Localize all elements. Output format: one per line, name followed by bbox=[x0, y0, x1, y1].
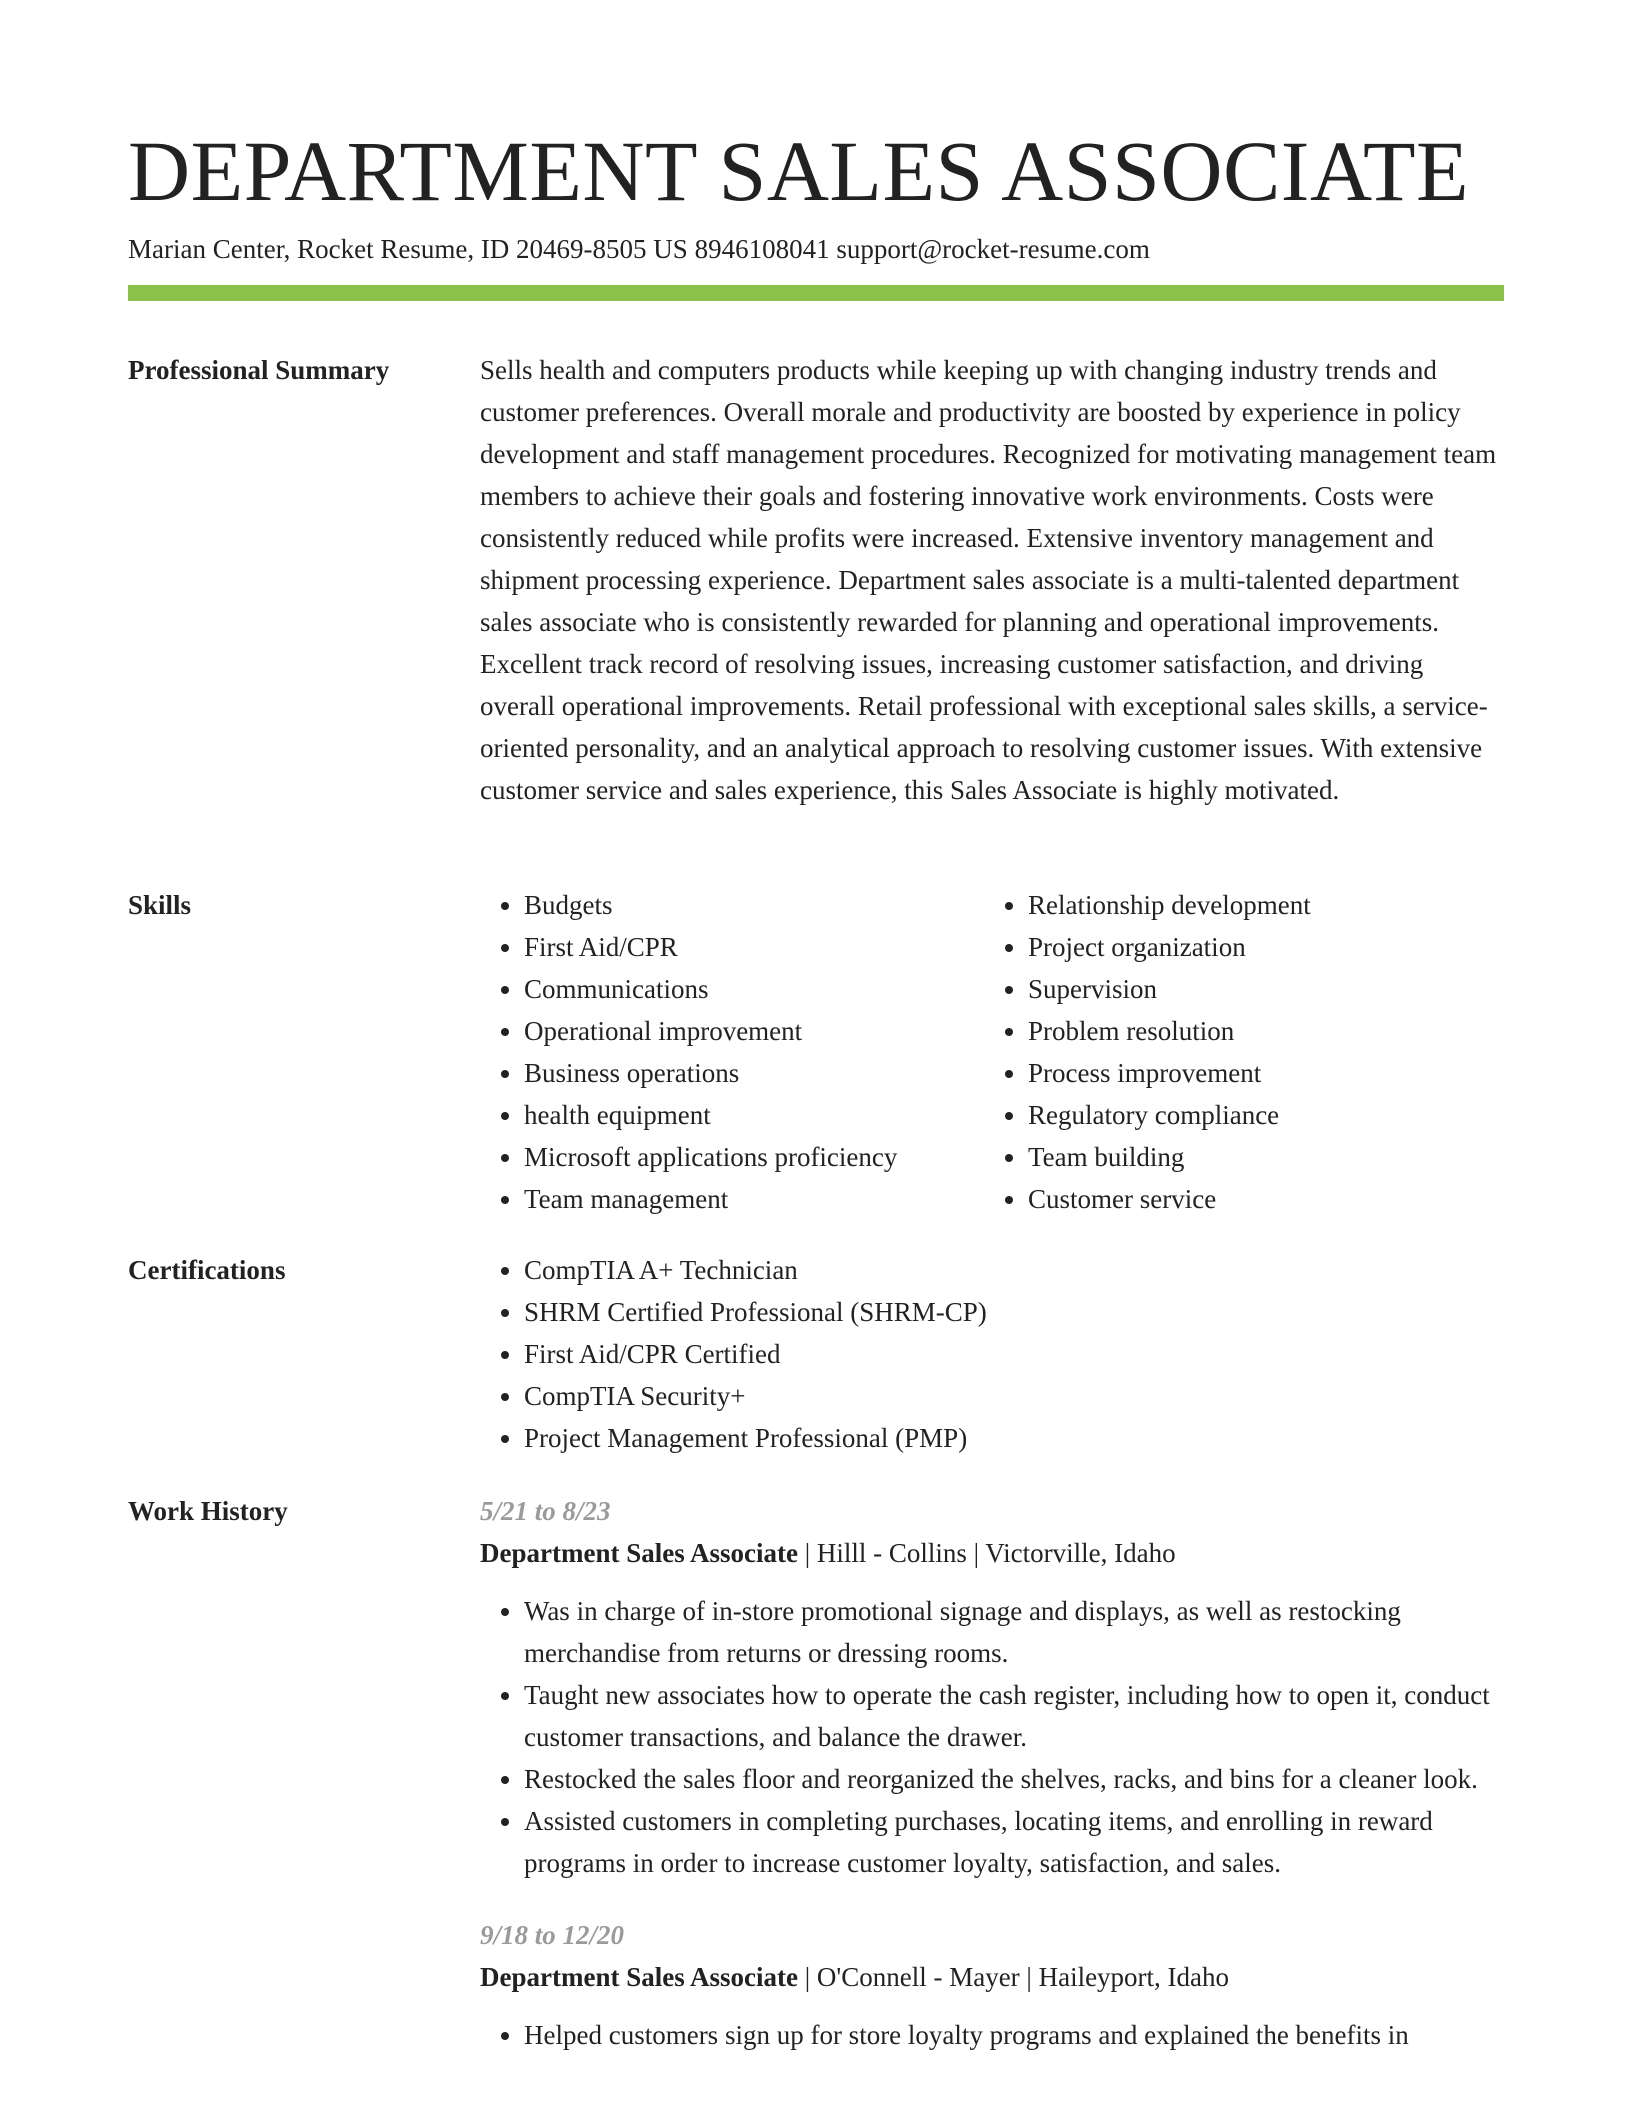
job-entry bbox=[480, 1914, 1504, 2056]
job-bullet: • Helped customers sign up for store loyalty programs and explained the benefits in bbox=[524, 2014, 1504, 2056]
job-dates: 9/18 to 12/20 bbox=[480, 1920, 625, 1950]
skill-item: • Microsoft applications proficiency bbox=[524, 1136, 984, 1178]
work-history-section-title: Work History bbox=[128, 1496, 288, 1526]
skill-item: • Team building bbox=[1028, 1136, 1488, 1178]
summary-text: Sells health and computers products while keeping up with changing industry trends and customer preferences. Overall morale and productivity are boosted by experience in policy development and staff management procedures. Recognized for motivating management team members to achieve their goals and fostering innovative work environments. Costs were consistently reduced while profits were increased. Extensive inventory management and shipment processing experience. Department sales associate is a multi-talented department sales associate who is consistently rewarded for planning and operational improvements. Excellent track record of resolving issues, increasing customer satisfaction, and driving overall operational improvements. Retail professional with exceptional sales skills, a service-oriented personality, and an analytical approach to resolving customer issues. With extensive customer service and sales experience, this Sales Associate is highly motivated. bbox=[480, 355, 1497, 805]
skill-item: • Communications bbox=[524, 968, 984, 1010]
certification-item: • SHRM Certified Professional (SHRM-CP) bbox=[524, 1291, 1504, 1333]
work-history-body bbox=[480, 1490, 1504, 2086]
skill-item: • Process improvement bbox=[1028, 1052, 1488, 1094]
job-dates: 5/21 to 8/23 bbox=[480, 1496, 611, 1526]
certifications-section-title: Certifications bbox=[128, 1255, 286, 1285]
skills-section-title: Skills bbox=[128, 890, 192, 920]
skill-item: • Relationship development bbox=[1028, 884, 1488, 926]
job-heading bbox=[480, 1956, 1504, 1998]
skill-item: • Customer service bbox=[1028, 1178, 1488, 1220]
skill-item: • Regulatory compliance bbox=[1028, 1094, 1488, 1136]
skill-item: • Business operations bbox=[524, 1052, 984, 1094]
skills-body bbox=[480, 884, 1504, 1220]
resume-name-heading: DEPARTMENT SALES ASSOCIATE bbox=[128, 123, 1470, 219]
job-company-location: | Hilll - Collins | Victorville, Idaho bbox=[797, 1538, 1176, 1568]
summary-body bbox=[480, 349, 1504, 811]
skill-item: • Operational improvement bbox=[524, 1010, 984, 1052]
job-bullet: • Taught new associates how to operate the cash register, including how to open it, conduct customer transactions, and balance the drawer. bbox=[524, 1674, 1504, 1758]
skill-item: • Supervision bbox=[1028, 968, 1488, 1010]
certification-item: • First Aid/CPR Certified bbox=[524, 1333, 1504, 1375]
skills-columns bbox=[480, 884, 1504, 1220]
contact-line: Marian Center, Rocket Resume, ID 20469-8505 US 8946108041 support@rocket-resume.com bbox=[128, 234, 1150, 264]
skills-list-right bbox=[984, 884, 1488, 1220]
job-title: Department Sales Associate bbox=[480, 1538, 798, 1568]
job-bullet: • Assisted customers in completing purchases, locating items, and enrolling in reward programs in order to increase customer loyalty, satisfaction, and sales. bbox=[524, 1800, 1504, 1884]
certifications-list bbox=[480, 1249, 1504, 1459]
job-bullet-list bbox=[480, 2014, 1504, 2056]
skill-item: • Problem resolution bbox=[1028, 1010, 1488, 1052]
job-title: Department Sales Associate bbox=[480, 1962, 798, 1992]
job-bullet: • Was in charge of in-store promotional signage and displays, as well as restocking merchandise from returns or dressing rooms. bbox=[524, 1590, 1504, 1674]
certification-item: • CompTIA Security+ bbox=[524, 1375, 1504, 1417]
skill-item: • First Aid/CPR bbox=[524, 926, 984, 968]
job-entry bbox=[480, 1490, 1504, 1884]
certification-item: • Project Management Professional (PMP) bbox=[524, 1417, 1504, 1459]
skill-item: • Budgets bbox=[524, 884, 984, 926]
skills-column-left bbox=[480, 884, 984, 1220]
header-divider bbox=[128, 285, 1504, 301]
summary-section-title: Professional Summary bbox=[128, 355, 390, 385]
skills-column-right bbox=[984, 884, 1488, 1220]
skills-list-left bbox=[480, 884, 984, 1220]
skill-item: • health equipment bbox=[524, 1094, 984, 1136]
skill-item: • Project organization bbox=[1028, 926, 1488, 968]
job-heading bbox=[480, 1532, 1504, 1574]
certification-item: • CompTIA A+ Technician bbox=[524, 1249, 1504, 1291]
skill-item: • Team management bbox=[524, 1178, 984, 1220]
certifications-body bbox=[480, 1249, 1504, 1459]
job-bullet: • Restocked the sales floor and reorganized the shelves, racks, and bins for a cleaner look. bbox=[524, 1758, 1504, 1800]
job-bullet-list bbox=[480, 1590, 1504, 1884]
job-company-location: | O'Connell - Mayer | Haileyport, Idaho bbox=[797, 1962, 1230, 1992]
